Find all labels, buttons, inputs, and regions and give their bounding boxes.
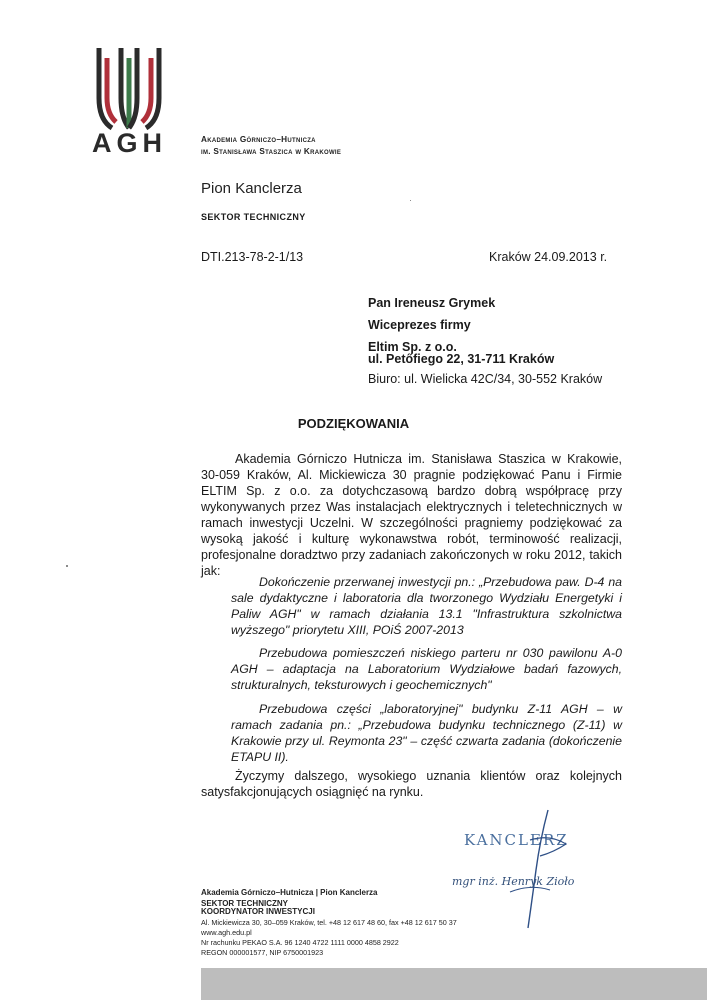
body-paragraph-2: Życzymy dalszego, wysokiego uznania klientów oraz kolejnych satysfakcjonujących osiągnięć na rynku. bbox=[201, 769, 622, 799]
project-item-3: Przebudowa części „laboratoryjnej" budynku Z-11 AGH – w ramach zadania pn.: „Przebudowa budynku technicznego (Z-11) w Krakowie przy ul. Reymonta 23" – część czwarta zadania (dokończenie ETAPU II). bbox=[231, 702, 622, 764]
project-item-2: Przebudowa pomieszczeń niskiego parteru nr 030 pawilonu A-0 AGH – adaptacja na Laboratorium Wydziałowe badań fazowych, strukturalnych, teksturowych i geochemicznych" bbox=[231, 646, 622, 692]
recipient-company: Eltim Sp. z o.o. bbox=[368, 340, 457, 354]
stamp-title: KANCLERZ bbox=[464, 831, 569, 849]
footer-address: Al. Mickiewicza 30, 30–059 Kraków, tel. +48 12 617 48 60, fax +48 12 617 50 37 bbox=[201, 918, 457, 927]
letter-date: Kraków 24.09.2013 r. bbox=[489, 250, 608, 264]
university-name: Akademia Górniczo–Hutnicza bbox=[201, 135, 316, 144]
bottom-band bbox=[201, 968, 707, 1000]
footer-website: www.agh.edu.pl bbox=[201, 927, 252, 937]
sector-label: SEKTOR TECHNICZNY bbox=[201, 212, 306, 222]
signature-icon bbox=[470, 800, 600, 940]
body-paragraph-1: Akademia Górniczo Hutnicza im. Stanisława Staszica w Krakowie, 30-059 Kraków, Al. Mickiewicza 30 pragnie podziękować Panu i Firmie ELTIM Sp. z o.o. za dotychczasową bardzo dobrą współpracę przy wykonywanych przez Was instalacjach elektrycznych i teletechnicznych w ramach inwestycji Uczelni. W szczególności pragniemy podziękować za wysoką jakość i kulturę wykonawstwa robót, terminowość realizacji, profesjonalne doradztwo przy zadaniach zakończonych w roku 2012, takich jak: bbox=[201, 452, 622, 578]
project-item-1: Dokończenie przerwanej inwestycji pn.: „Przebudowa paw. D-4 na sale dydaktyczne i laboratoria dla tworzonego Wydziału Energetyki i Paliw AGH" w ramach działania 13.1 "Infrastruktura szkolnictwa wyższego" priorytetu XIII, POiŚ 2007-2013 bbox=[231, 575, 622, 637]
stamp-name: mgr inż. Henryk Zioło bbox=[452, 875, 575, 888]
recipient-office: Biuro: ul. Wielicka 42C/34, 30-552 Kraków bbox=[368, 372, 603, 386]
recipient-address: ul. Petőfiego 22, 31-711 Kraków bbox=[368, 352, 555, 366]
footer-bank-account: Nr rachunku PEKAO S.A. 96 1240 4722 1111 0000 4858 2922 bbox=[201, 938, 399, 947]
recipient-name: Pan Ireneusz Grymek bbox=[368, 296, 496, 310]
footer-coordinator: KOORDYNATOR INWESTYCJI bbox=[201, 907, 315, 916]
footer-sector: SEKTOR TECHNICZNY bbox=[201, 899, 288, 908]
scan-speck bbox=[410, 200, 411, 201]
scan-speck bbox=[66, 565, 68, 567]
footer-regon-nip: REGON 000001577, NIP 6750001923 bbox=[201, 948, 324, 957]
footer-institution: Akademia Górniczo–Hutnicza | Pion Kanclerza bbox=[201, 888, 378, 897]
reference-number: DTI.213-78-2-1/13 bbox=[201, 250, 304, 264]
recipient-title: Wiceprezes firmy bbox=[368, 318, 471, 332]
university-subname: im. Stanisława Staszica w Krakowie bbox=[201, 147, 342, 156]
logo-text: AGH bbox=[92, 128, 167, 158]
department-title: Pion Kanclerza bbox=[201, 180, 302, 197]
letter-heading: PODZIĘKOWANIA bbox=[297, 416, 410, 431]
